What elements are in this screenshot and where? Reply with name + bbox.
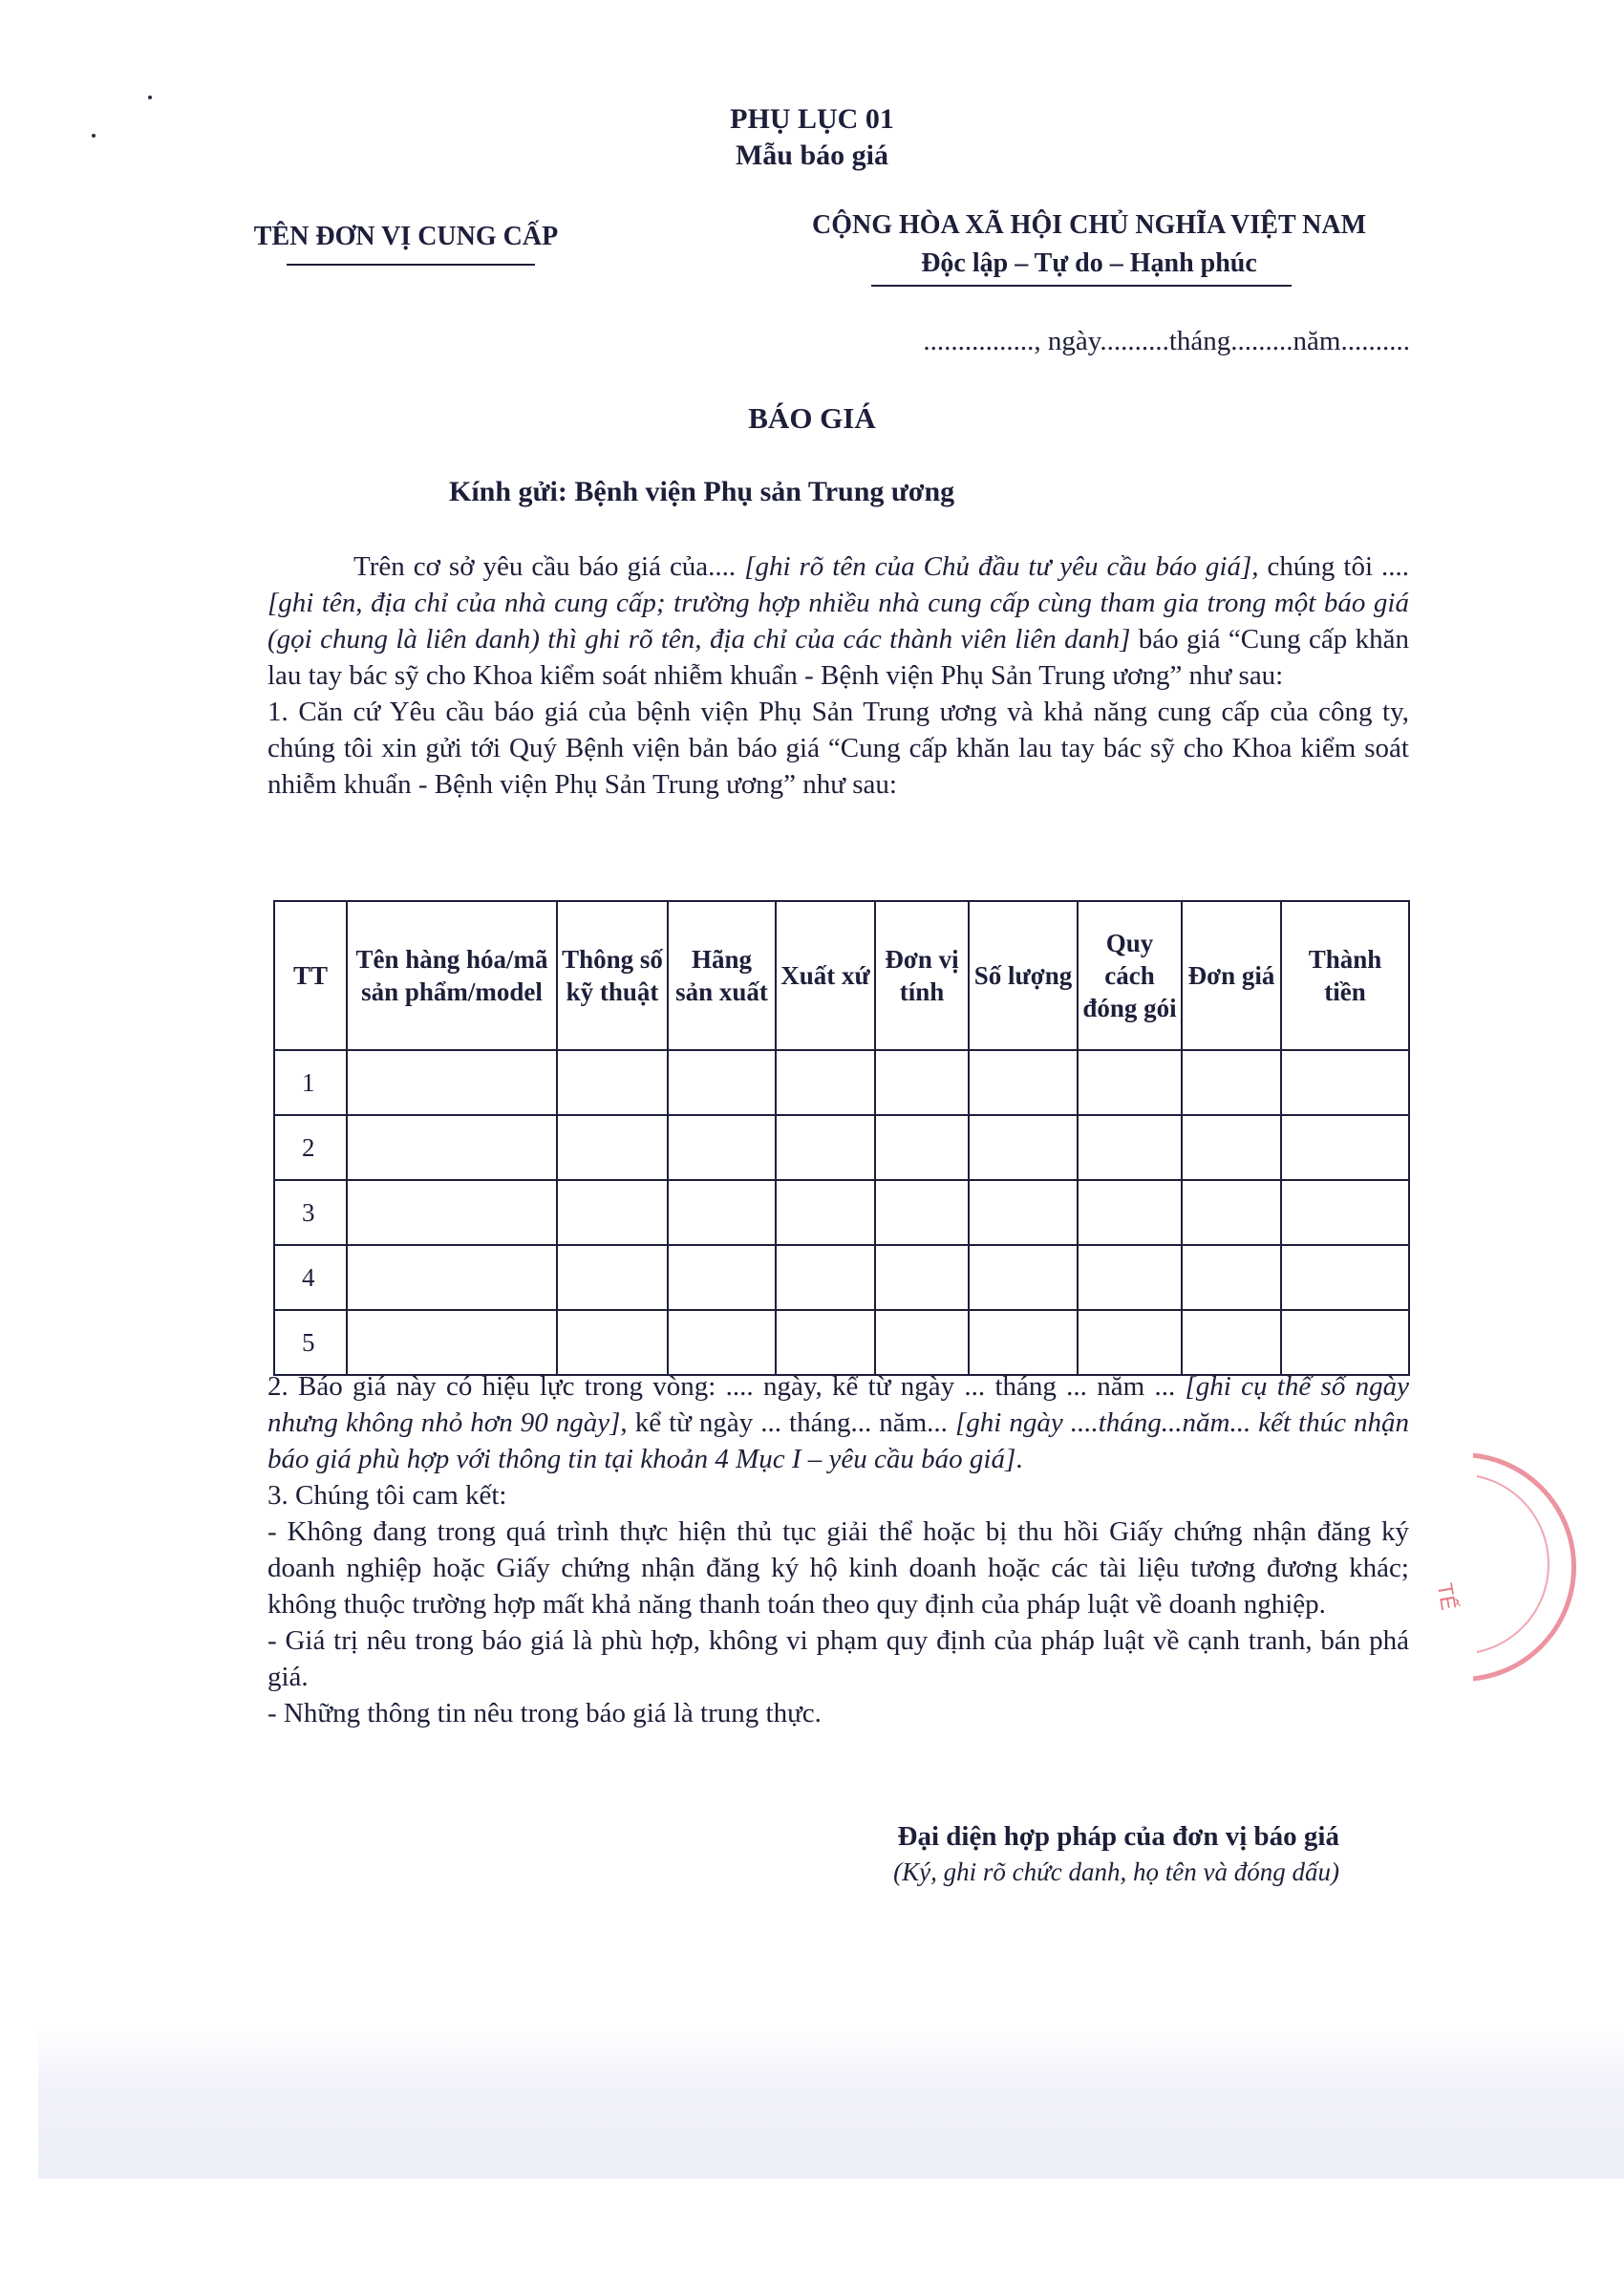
table-cell — [668, 1245, 776, 1310]
table-row — [274, 1245, 1409, 1310]
commitment-item: - Giá trị nêu trong báo giá là phù hợp, không vi phạm quy định của pháp luật về cạnh tranh, bán phá giá. — [267, 1625, 1409, 1692]
table-cell — [875, 1115, 969, 1180]
row-number: 5 — [274, 1310, 347, 1375]
col-header: TT — [274, 901, 347, 1050]
item-2-text — [267, 1368, 1409, 1477]
recipient-line: Kính gửi: Bệnh viện Phụ sản Trung ương — [449, 476, 955, 507]
table-cell — [776, 1180, 875, 1245]
table-cell — [1078, 1180, 1182, 1245]
table-cell — [776, 1115, 875, 1180]
intro-italic-1: [ghi rõ tên của Chủ đầu tư yêu cầu báo giá], — [744, 551, 1259, 582]
col-header: Xuất xứ — [776, 901, 875, 1050]
table-row — [274, 1180, 1409, 1245]
scan-speck — [148, 96, 152, 99]
table-header-row — [274, 901, 1409, 1050]
intro-italic-2: [ghi tên, địa chỉ của nhà cung cấp; trường hợp nhiều nhà cung cấp cùng tham gia trong một báo giá (gọi chung là liên danh) thì ghi rõ tên, địa chỉ của các thành viên liên danh] — [267, 588, 1409, 655]
table-cell — [668, 1180, 776, 1245]
table-cell — [1182, 1245, 1281, 1310]
table-cell — [875, 1245, 969, 1310]
commitment-item: - Không đang trong quá trình thực hiện thủ tục giải thể hoặc bị thu hồi Giấy chứng nhận đăng ký doanh nghiệp hoặc Giấy chứng nhận đăng ký hộ kinh doanh hoặc các tài liệu tương đương khác; không thuộc trường hợp mất khả năng thanh toán theo quy định của pháp luật về doanh nghiệp. — [267, 1516, 1409, 1620]
item-2-italic-2: [ghi ngày ....tháng...năm... kết thúc nhận báo giá phù hợp với thông tin tại khoản 4 Mục I – yêu cầu báo giá] — [267, 1407, 1409, 1474]
col-header: Quy cách đóng gói — [1078, 901, 1182, 1050]
table-cell — [557, 1050, 668, 1115]
document-title: BÁO GIÁ — [748, 401, 876, 435]
row-number: 3 — [274, 1180, 347, 1245]
supplier-underline — [287, 264, 535, 266]
table-cell — [668, 1050, 776, 1115]
table-cell — [969, 1180, 1078, 1245]
table-cell — [875, 1310, 969, 1375]
motto: Độc lập – Tự do – Hạnh phúc — [921, 248, 1257, 278]
row-number: 1 — [274, 1050, 347, 1115]
table-cell — [557, 1115, 668, 1180]
table-cell — [969, 1245, 1078, 1310]
col-header: Đơn giá — [1182, 901, 1281, 1050]
table-cell — [1182, 1115, 1281, 1180]
table-cell — [1078, 1310, 1182, 1375]
intro-text-3: báo giá “Cung cấp khăn lau tay bác sỹ cho Khoa kiểm soát nhiễm khuẩn - Bệnh viện Phụ Sản Trung ương” như sau: — [267, 624, 1409, 691]
intro-text-1: Trên cơ sở yêu cầu báo giá của.... — [353, 551, 737, 582]
item-2-paragraph — [267, 1368, 1409, 1731]
motto-underline — [871, 285, 1292, 287]
col-header: Thông số kỹ thuật — [557, 901, 668, 1050]
col-header: Đơn vị tính — [875, 901, 969, 1050]
table-cell — [347, 1245, 557, 1310]
col-header: Số lượng — [969, 901, 1078, 1050]
table-cell — [776, 1310, 875, 1375]
country-heading: CỘNG HÒA XÃ HỘI CHỦ NGHĨA VIỆT NAM — [811, 210, 1367, 240]
table-cell — [1281, 1310, 1409, 1375]
item-2-text-2: , kể từ ngày ... tháng... năm... — [620, 1407, 948, 1438]
intro-text — [267, 548, 1409, 694]
table-cell — [557, 1245, 668, 1310]
table-cell — [1078, 1245, 1182, 1310]
table-cell — [668, 1115, 776, 1180]
table-cell — [1078, 1115, 1182, 1180]
table-cell — [347, 1115, 557, 1180]
table-cell — [557, 1180, 668, 1245]
table-cell — [557, 1310, 668, 1375]
item-3-heading: 3. Chúng tôi cam kết: — [267, 1480, 507, 1511]
col-header: Thành tiền — [1281, 901, 1409, 1050]
table-cell — [1182, 1050, 1281, 1115]
table-cell — [1281, 1180, 1409, 1245]
table-cell — [347, 1050, 557, 1115]
form-name: Mẫu báo giá — [735, 140, 889, 171]
table-row — [274, 1115, 1409, 1180]
item-2-text-1: 2. Báo giá này có hiệu lực trong vòng: .... ngày, kể từ ngày ... tháng ... năm ... — [267, 1371, 1176, 1402]
item-2-italic-1: [ghi cụ thể số ngày nhưng không nhỏ hơn 90 ngày] — [267, 1371, 1409, 1438]
row-number: 2 — [274, 1115, 347, 1180]
item-1-text: 1. Căn cứ Yêu cầu báo giá của bệnh viện Phụ Sản Trung ương và khả năng cung cấp của công ty, chúng tôi xin gửi tới Quý Bệnh viện bản báo giá “Cung cấp khăn lau tay bác sỹ cho Khoa kiểm soát nhiễm khuẩn - Bệnh viện Phụ Sản Trung ương” như sau: — [267, 697, 1409, 800]
intro-paragraph — [267, 548, 1409, 803]
intro-text-2: chúng tôi .... — [1267, 551, 1409, 582]
item-2-text-3: . — [1015, 1444, 1023, 1474]
table-cell — [969, 1050, 1078, 1115]
table-cell — [1281, 1115, 1409, 1180]
table-cell — [875, 1180, 969, 1245]
table-cell — [1182, 1310, 1281, 1375]
table-row — [274, 1310, 1409, 1375]
table-cell — [1281, 1245, 1409, 1310]
table-cell — [668, 1310, 776, 1375]
table-cell — [347, 1180, 557, 1245]
stamp-text: TẾ — [1432, 1580, 1462, 1612]
table-cell — [969, 1310, 1078, 1375]
table-cell — [776, 1245, 875, 1310]
signature-note: (Ký, ghi rõ chức danh, họ tên và đóng dấu) — [893, 1857, 1339, 1886]
commitment-item: - Những thông tin nêu trong báo giá là trung thực. — [267, 1698, 822, 1728]
signature-title: Đại diện hợp pháp của đơn vị báo giá — [897, 1821, 1339, 1852]
table-cell — [1281, 1050, 1409, 1115]
quote-table — [273, 900, 1410, 1376]
table-cell — [1182, 1180, 1281, 1245]
table-cell — [347, 1310, 557, 1375]
supplier-label: TÊN ĐƠN VỊ CUNG CẤP — [253, 222, 559, 251]
scan-bottom-shade — [38, 2026, 1624, 2179]
table-cell — [875, 1050, 969, 1115]
table-cell — [969, 1115, 1078, 1180]
table-cell — [776, 1050, 875, 1115]
table-row — [274, 1050, 1409, 1115]
col-header: Hãng sản xuất — [668, 901, 776, 1050]
date-line: ................, ngày..........tháng.........năm.......... — [923, 326, 1410, 356]
table-cell — [1078, 1050, 1182, 1115]
row-number: 4 — [274, 1245, 347, 1310]
col-header: Tên hàng hóa/mã sản phẩm/model — [347, 901, 557, 1050]
appendix-heading: PHỤ LỤC 01 — [730, 103, 894, 135]
